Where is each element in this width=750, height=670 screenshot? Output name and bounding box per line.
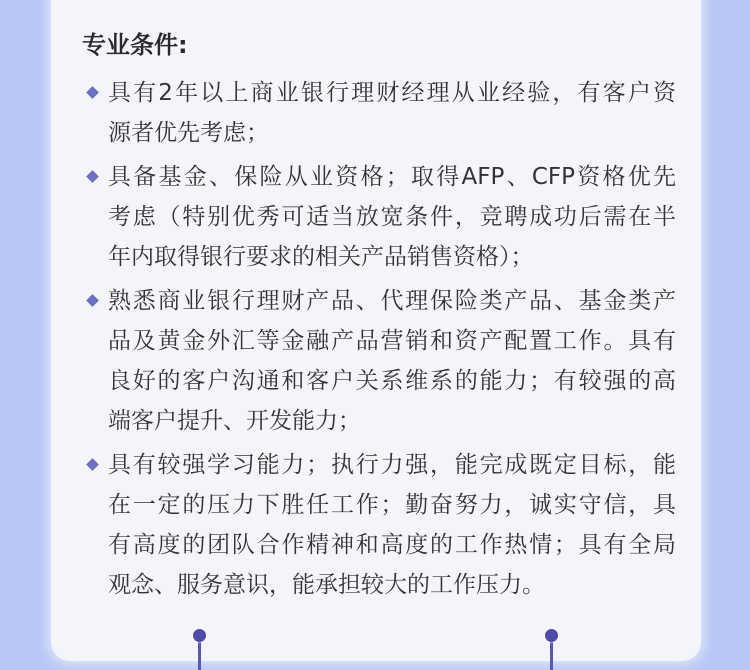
requirement-line: 考虑（特别优秀可适当放宽条件，竞聘成功后需在半 [108,204,676,230]
requirement-text [108,445,676,605]
section-title: 专业条件: [82,31,188,59]
diamond-bullet-icon [86,294,99,307]
requirement-line: 端客户提升、开发能力； [108,408,361,434]
requirement-line: 年内取得银行要求的相关产品销售资格）； [108,244,534,270]
requirement-line: 在一定的压力下胜任工作；勤奋努力，诚实守信，具 [108,492,676,518]
requirement-line: 具备基金、保险从业资格；取得AFP、CFP资格优先 [108,164,676,190]
connector-pin-icon [545,629,558,642]
diamond-bullet-icon [86,170,99,183]
requirement-line: 具有2年以上商业银行理财经理从业经验，有客户资 [108,80,676,106]
requirement-text [108,73,676,153]
requirement-line: 良好的客户沟通和客户关系维系的能力；有较强的高 [108,368,676,394]
requirement-line: 熟悉商业银行理财产品、代理保险类产品、基金类产 [108,288,676,314]
connector-pin-icon [193,629,206,642]
requirement-item [82,157,676,277]
requirement-text [108,157,676,277]
requirement-item [82,445,676,605]
diamond-bullet-icon [86,458,99,471]
requirement-item [82,281,676,441]
requirement-line: 观念、服务意识，能承担较大的工作压力。 [108,572,545,598]
requirements-list [82,73,676,605]
requirement-line: 具有较强学习能力；执行力强，能完成既定目标，能 [108,452,676,478]
requirement-text [108,281,676,441]
requirement-line: 品及黄金外汇等金融产品营销和资产配置工作。具有 [108,328,676,354]
requirement-line: 源者优先考虑； [108,120,269,146]
requirements-card [52,0,700,660]
requirement-item [82,73,676,153]
requirement-line: 有高度的团队合作精神和高度的工作热情；具有全局 [108,532,676,558]
diamond-bullet-icon [86,86,99,99]
